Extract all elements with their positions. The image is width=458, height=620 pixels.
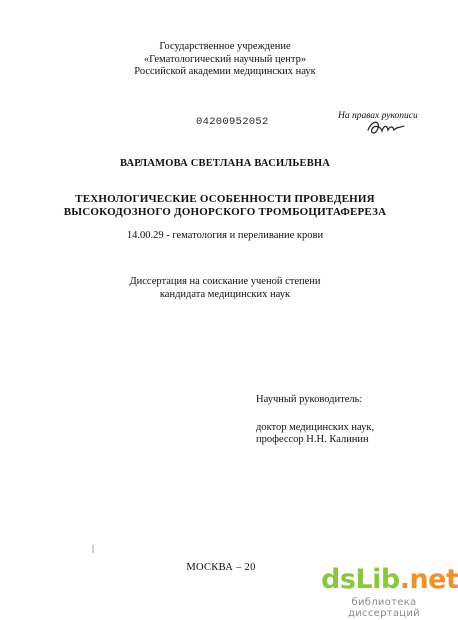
author-name: ВАРЛАМОВА СВЕТЛАНА ВАСИЛЬЕВНА xyxy=(119,158,331,169)
title-line: ВЫСОКОДОЗНОГО ДОНОРСКОГО ТРОМБОЦИТАФЕРЕЗА xyxy=(63,206,387,218)
watermark-tagline: библиотека диссертаций xyxy=(348,597,420,619)
watermark xyxy=(318,563,458,620)
scan-mark xyxy=(92,545,94,553)
degree-line: Диссертация на соискание ученой степени xyxy=(129,276,321,287)
document-code: 04200952052 xyxy=(196,116,269,128)
institution-block xyxy=(0,41,450,79)
supervisor-block xyxy=(256,394,374,447)
institution-line: Российской академии медицинских наук xyxy=(134,66,316,77)
supervisor-label: Научный руководитель: xyxy=(256,394,363,405)
degree-statement xyxy=(0,276,450,301)
dissertation-title xyxy=(0,193,450,219)
city-year: МОСКВА – 20 xyxy=(186,562,256,573)
institution-line: «Гематологический научный центр» xyxy=(143,53,307,65)
specialty-code: 14.00.29 - гематология и переливание крови xyxy=(126,230,324,241)
watermark-logo: dsLib.net xyxy=(321,564,458,595)
institution-line: Государственное учреждение xyxy=(159,41,291,52)
title-line: ТЕХНОЛОГИЧЕСКИЕ ОСОБЕННОСТИ ПРОВЕДЕНИЯ xyxy=(75,193,375,205)
supervisor-name: профессор Н.Н. Калинин xyxy=(256,434,369,445)
degree-line: кандидата медицинских наук xyxy=(159,288,291,300)
rights-note: На правах рукописи xyxy=(338,111,418,121)
handwritten-signature xyxy=(366,118,406,138)
supervisor-degree: доктор медицинских наук, xyxy=(256,421,375,433)
